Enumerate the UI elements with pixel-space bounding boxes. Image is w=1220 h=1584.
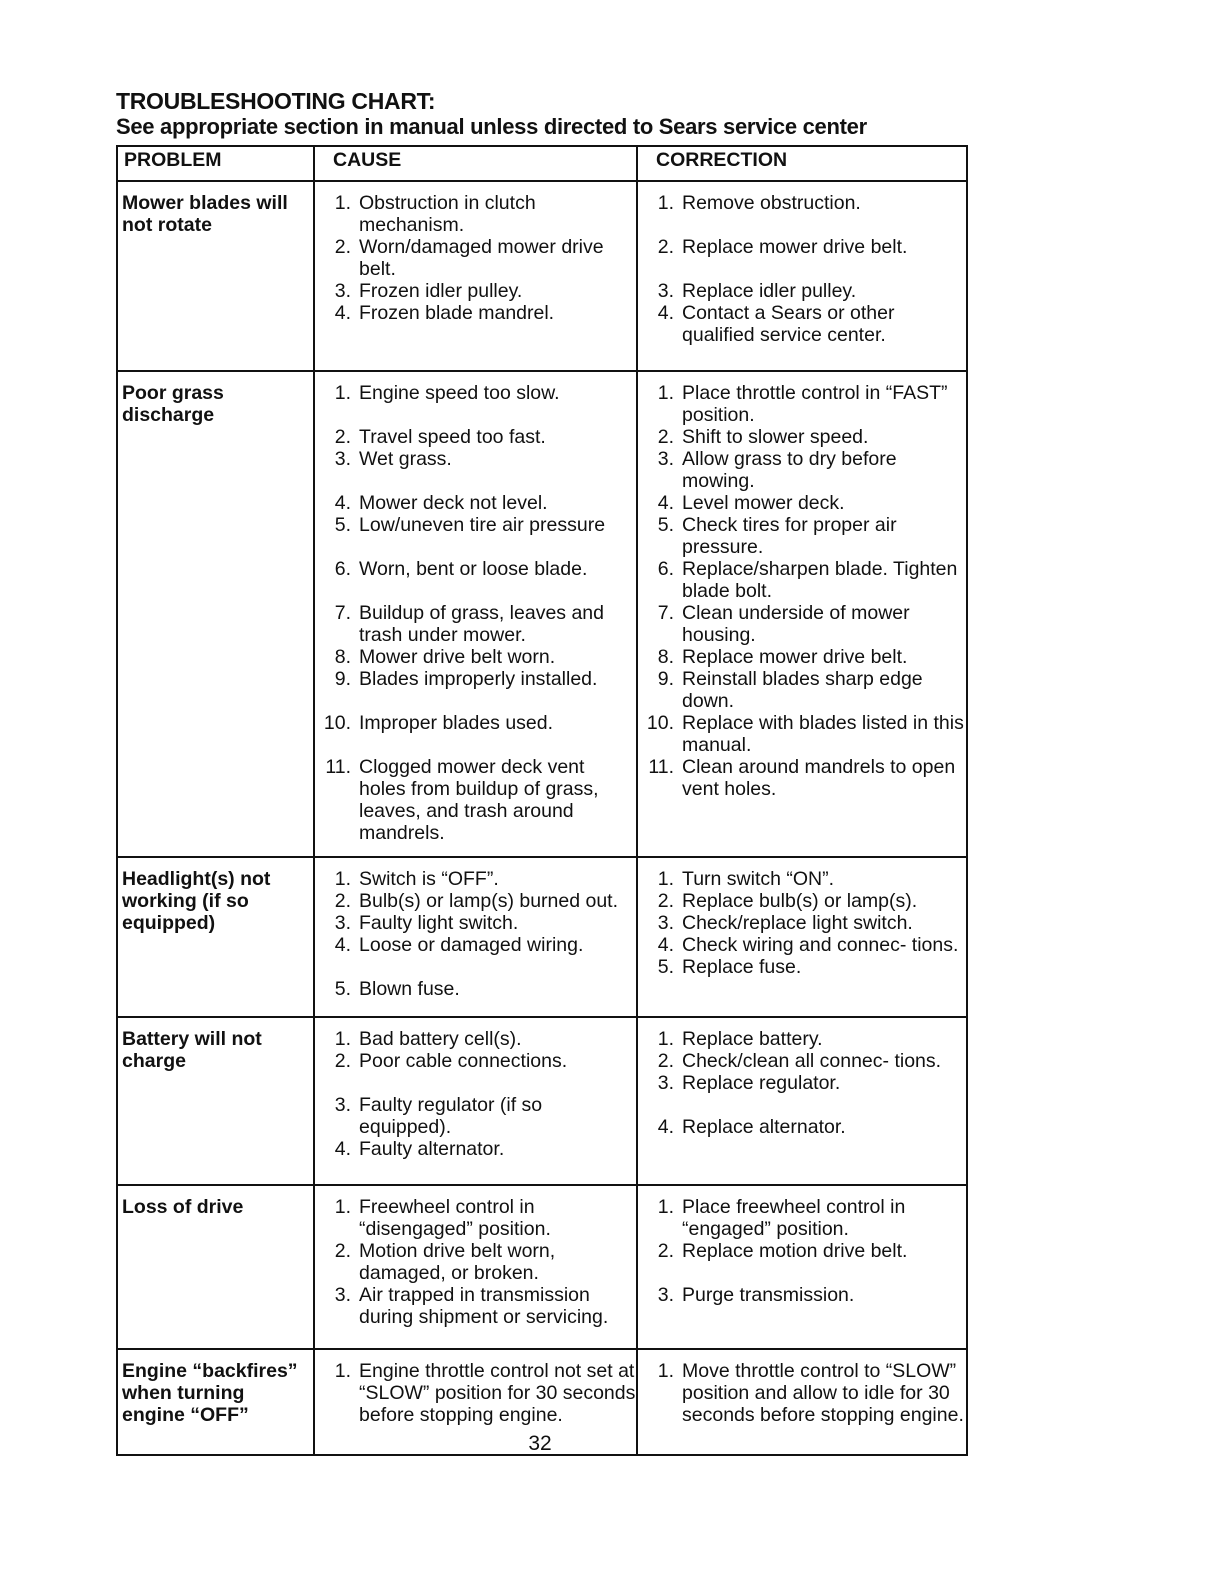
list-item: 1. Place freewheel control in “engaged” position.: [657, 1196, 906, 1240]
list-item: 10. Replace with blades listed in this manual.: [646, 712, 964, 756]
list-item: 2. Travel speed too fast.: [334, 426, 546, 448]
problem-cell: Headlight(s) not working (if so equipped): [117, 857, 314, 1017]
list-item: 5. Replace fuse.: [657, 956, 802, 978]
list-item: 5. Check tires for proper air pressure.: [657, 514, 897, 558]
list-item: 1. Obstruction in clutch mechanism.: [334, 192, 536, 236]
list-item: 3. Faulty regulator (if so equipped).: [334, 1094, 543, 1138]
list-item: 3. Wet grass.: [334, 448, 452, 470]
list-item: 4. Contact a Sears or other qualified service center.: [657, 302, 895, 346]
list-item: 4. Level mower deck.: [657, 492, 845, 514]
list-item: 3. Replace regulator.: [657, 1072, 841, 1094]
list-item: 3. Check/replace light switch.: [657, 912, 913, 934]
problem-cell: Battery will not charge: [117, 1017, 314, 1185]
list-item: 4. Mower deck not level.: [334, 492, 548, 514]
list-item: 5. Blown fuse.: [334, 978, 460, 1000]
list-item: 4. Frozen blade mandrel.: [334, 302, 555, 324]
list-item: 9. Blades improperly installed.: [334, 668, 598, 690]
list-item: 4. Loose or damaged wiring.: [334, 934, 584, 956]
list-item: 4. Replace alternator.: [657, 1116, 846, 1138]
list-item: 3. Faulty light switch.: [334, 912, 519, 934]
list-item: 1. Engine throttle control not set at “SLOW” position for 30 seconds before stopping engine.: [334, 1360, 636, 1426]
cause-cell: [314, 181, 637, 371]
list-item: 11. Clean around mandrels to open vent holes.: [648, 756, 956, 800]
list-item: 4. Check wiring and connec- tions.: [657, 934, 959, 956]
correction-cell: [637, 1185, 967, 1349]
list-item: 3. Air trapped in transmission during shipment or servicing.: [334, 1284, 609, 1328]
chart-title: TROUBLESHOOTING CHART:: [116, 88, 436, 114]
list-item: 1. Move throttle control to “SLOW” position and allow to idle for 30 seconds before stopping engine.: [657, 1360, 964, 1426]
column-header-cause: CAUSE: [314, 146, 637, 181]
correction-cell: [637, 181, 967, 371]
list-item: 2. Bulb(s) or lamp(s) burned out.: [334, 890, 619, 912]
table-row: [117, 371, 967, 857]
table-row: [117, 181, 967, 371]
list-item: 11. Clogged mower deck vent holes from buildup of grass, leaves, and trash around mandrels.: [325, 756, 599, 844]
list-item: 1. Bad battery cell(s).: [334, 1028, 522, 1050]
page-number: 32: [528, 1432, 552, 1455]
list-item: 3. Frozen idler pulley.: [334, 280, 523, 302]
list-item: 3. Purge transmission.: [657, 1284, 855, 1306]
list-item: 7. Buildup of grass, leaves and trash under mower.: [334, 602, 604, 646]
chart-subtitle: See appropriate section in manual unless directed to Sears service center: [116, 114, 867, 139]
list-item: 2. Shift to slower speed.: [657, 426, 869, 448]
cause-cell: [314, 857, 637, 1017]
correction-cell: [637, 371, 967, 857]
cause-cell: [314, 371, 637, 857]
list-item: 2. Poor cable connections.: [334, 1050, 568, 1072]
list-item: 1. Place throttle control in “FAST” position.: [657, 382, 948, 426]
table-header-row: [117, 146, 967, 181]
list-item: 2. Replace bulb(s) or lamp(s).: [657, 890, 918, 912]
list-item: 2. Replace mower drive belt.: [657, 236, 908, 258]
list-item: 1. Turn switch “ON”.: [657, 868, 835, 890]
list-item: 4. Faulty alternator.: [334, 1138, 505, 1160]
list-item: 1. Switch is “OFF”.: [334, 868, 499, 890]
list-item: 6. Worn, bent or loose blade.: [334, 558, 588, 580]
list-item: 9. Reinstall blades sharp edge down.: [657, 668, 923, 712]
troubleshooting-table: [116, 145, 968, 1456]
list-item: 2. Replace motion drive belt.: [657, 1240, 908, 1262]
correction-cell: [637, 1017, 967, 1185]
correction-cell: [637, 857, 967, 1017]
problem-cell: Poor grass discharge: [117, 371, 314, 857]
list-item: 3. Replace idler pulley.: [657, 280, 857, 302]
list-item: 1. Engine speed too slow.: [334, 382, 560, 404]
table-row: [117, 857, 967, 1017]
list-item: 8. Replace mower drive belt.: [657, 646, 908, 668]
problem-cell: Loss of drive: [117, 1185, 314, 1349]
problem-cell: Mower blades will not rotate: [117, 181, 314, 371]
column-header-correction: CORRECTION: [637, 146, 967, 181]
list-item: 7. Clean underside of mower housing.: [657, 602, 910, 646]
list-item: 2. Motion drive belt worn, damaged, or broken.: [334, 1240, 556, 1284]
table-row: [117, 1185, 967, 1349]
problem-cell: Engine “backfires” when turning engine “OFF”: [117, 1349, 314, 1455]
list-item: 5. Low/uneven tire air pressure: [334, 514, 606, 536]
list-item: 6. Replace/sharpen blade. Tighten blade bolt.: [657, 558, 958, 602]
list-item: 8. Mower drive belt worn.: [334, 646, 556, 668]
list-item: 1. Remove obstruction.: [657, 192, 861, 214]
list-item: 2. Check/clean all connec- tions.: [657, 1050, 942, 1072]
list-item: 1. Replace battery.: [657, 1028, 823, 1050]
list-item: 3. Allow grass to dry before mowing.: [657, 448, 897, 492]
table-row: [117, 1017, 967, 1185]
cause-cell: [314, 1017, 637, 1185]
list-item: 2. Worn/damaged mower drive belt.: [334, 236, 604, 280]
list-item: 1. Freewheel control in “disengaged” position.: [334, 1196, 551, 1240]
column-header-problem: PROBLEM: [117, 146, 314, 181]
list-item: 10. Improper blades used.: [323, 712, 554, 734]
cause-cell: [314, 1185, 637, 1349]
